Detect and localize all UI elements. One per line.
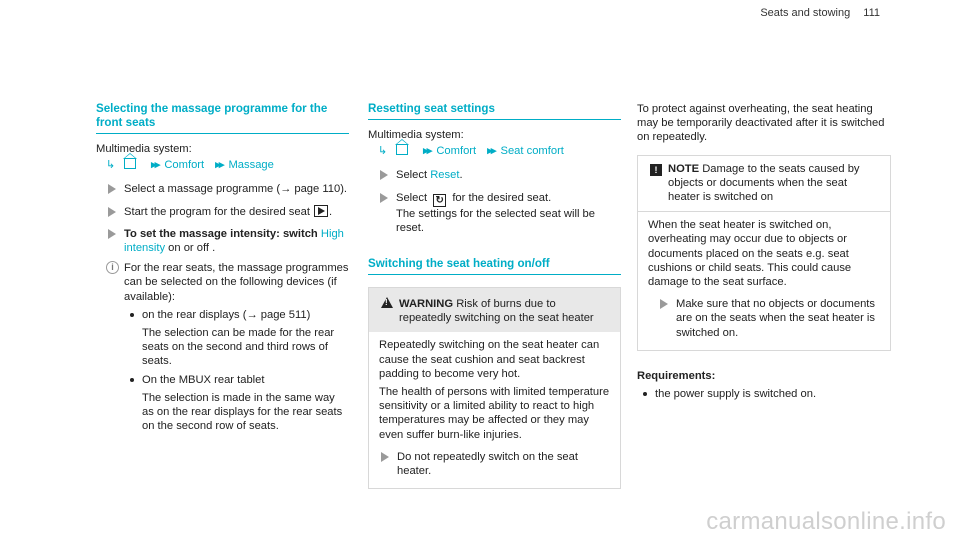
notice-header: ! NOTE Damage to the seats caused by objects or documents when the seat heater is switched on xyxy=(638,156,890,212)
watermark: carmanualsonline.info xyxy=(706,507,946,533)
notice-body: When the seat heater is switched on, overheating may occur due to objects or documents placed on the seats e.g. seat cushions or child seats. This could cause damage to the seat surface. Make sure that no objects or documents are on the seats when the seat heater is switched on. xyxy=(638,211,890,350)
page-number: 111 xyxy=(863,7,880,19)
menu-path-label: Multimedia system: xyxy=(96,143,192,155)
chevron-icon: ▸▸ xyxy=(487,145,495,158)
step-arrow-icon xyxy=(380,193,388,203)
step-select-reset: Select Reset. xyxy=(368,168,621,182)
bullet-icon xyxy=(130,313,134,317)
bullet-icon xyxy=(130,378,134,382)
menu-path xyxy=(368,144,621,158)
warning-box xyxy=(368,287,621,489)
reset-link[interactable]: Reset xyxy=(430,169,460,182)
step-set-intensity: To set the massage intensity: switch High intensity on or off . xyxy=(96,227,349,255)
play-icon xyxy=(314,205,328,217)
step-select-seat: Select ↻ for the desired seat. The settings for the selected seat will be reset. xyxy=(368,191,621,235)
column-massage xyxy=(96,102,349,433)
chevron-icon: ▸▸ xyxy=(423,145,431,158)
running-header xyxy=(760,6,880,20)
step-arrow-icon xyxy=(381,452,389,462)
path-comfort[interactable]: Comfort xyxy=(164,159,205,172)
reset-seat-icon: ↻ xyxy=(433,194,446,207)
step-arrow-icon xyxy=(108,184,116,194)
section-heading-reset: Resetting seat settings xyxy=(368,102,621,120)
path-seat-comfort[interactable]: Seat comfort xyxy=(500,145,564,158)
list-item: on the rear displays (→ page 511) The selection can be made for the rear seats on the second and third rows of seats. xyxy=(96,308,349,369)
step-arrow-icon xyxy=(108,207,116,217)
bullet-icon xyxy=(643,392,647,396)
notice-box xyxy=(637,155,891,351)
info-note: i For the rear seats, the massage programmes can be selected on the following devices (if available): xyxy=(96,261,349,304)
home-icon xyxy=(124,158,136,169)
column-reset xyxy=(368,102,621,489)
step-arrow-icon xyxy=(660,299,668,309)
section-heading-heating: Switching the seat heating on/off xyxy=(368,257,621,275)
warning-icon xyxy=(381,297,393,308)
step-arrow-icon xyxy=(108,229,116,239)
path-arrow-icon: ↳ xyxy=(106,159,116,172)
notice-icon: ! xyxy=(650,164,662,176)
chevron-icon: ▸▸ xyxy=(151,159,159,172)
info-icon: i xyxy=(106,261,119,274)
notice-step: Make sure that no objects or documents are on the seats when the seat heater is switched on. xyxy=(648,297,880,340)
column-heating xyxy=(637,102,891,401)
step-select-programme: Select a massage programme (→ page 110). xyxy=(96,182,349,196)
path-arrow-icon: ↳ xyxy=(378,145,388,158)
section-title: Seats and stowing xyxy=(760,7,851,19)
step-arrow-icon xyxy=(380,170,388,180)
step-start-program: Start the program for the desired seat . xyxy=(96,205,349,219)
warning-body: Repeatedly switching on the seat heater can cause the seat cushion and seat backrest padding to become very hot. The health of persons with limited temperature sensitivity or a limited ability to react to high temperatures may be affected or they may even suffer burn-like injuries. Do not repeatedly switch on the seat heater. xyxy=(379,339,610,478)
chevron-icon: ▸▸ xyxy=(215,159,223,172)
menu-path xyxy=(96,158,349,172)
warning-header: ! WARNING Risk of burns due to repeatedly switching on the seat heater xyxy=(369,288,620,332)
section-heading-massage: Selecting the massage programme for the front seats xyxy=(96,102,349,134)
list-item: On the MBUX rear tablet The selection is made in the same way as on the rear displays for the rear seats on the second row of seats. xyxy=(96,373,349,434)
list-item: the power supply is switched on. xyxy=(637,387,891,401)
high-intensity-link[interactable]: High xyxy=(320,227,344,240)
overheating-intro: To protect against overheating, the seat heating may be temporarily deactivated after it is switched on repeatedly. xyxy=(637,103,885,144)
path-comfort[interactable]: Comfort xyxy=(436,145,477,158)
home-icon xyxy=(396,144,408,155)
requirements-heading: Requirements: xyxy=(637,369,716,382)
warning-step: Do not repeatedly switch on the seat heater. xyxy=(379,450,610,478)
path-massage[interactable]: Massage xyxy=(228,159,274,172)
high-intensity-link-cont[interactable]: intensity xyxy=(124,242,166,255)
menu-path-label: Multimedia system: xyxy=(368,129,464,141)
